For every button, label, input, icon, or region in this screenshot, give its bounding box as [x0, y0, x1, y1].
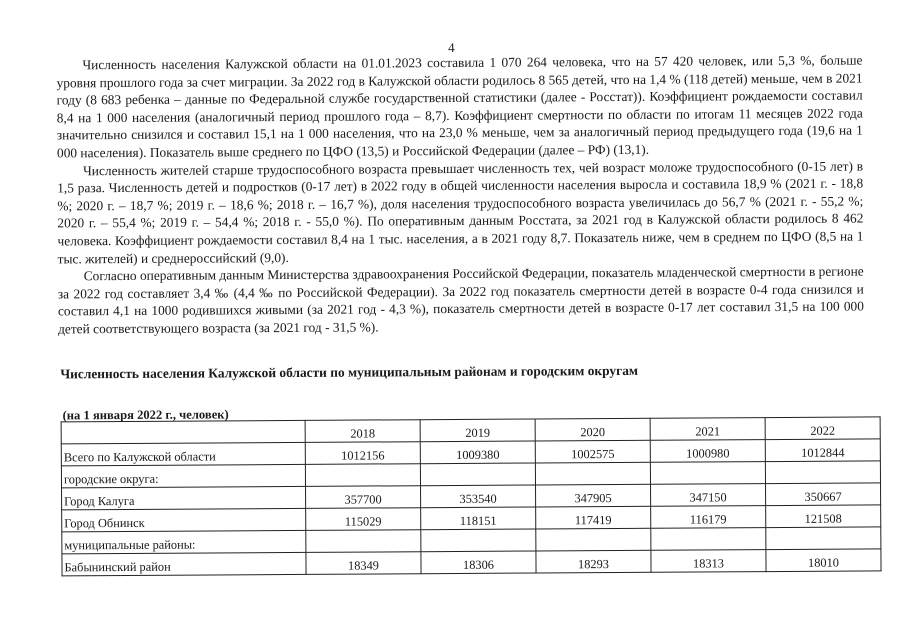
table-cell: 347905	[536, 484, 651, 507]
table-cell: 1009380	[420, 441, 535, 464]
table-cell	[306, 530, 421, 553]
table-cell: 347150	[651, 484, 766, 507]
table-title: Численность населения Калужской области по муниципальным районам и городским округам	[60, 362, 639, 382]
table-header-cell	[61, 420, 305, 443]
table-cell: 357700	[306, 486, 421, 509]
table-cell: 350667	[766, 483, 881, 506]
body-text	[56, 51, 864, 337]
table-cell: 1012844	[765, 439, 880, 462]
table-cell-name: муниципальные районы:	[62, 530, 306, 553]
table-cell: 353540	[421, 485, 536, 508]
table-cell	[650, 462, 765, 485]
table-header-cell: 2022	[765, 417, 880, 440]
table-cell	[535, 462, 650, 485]
table-cell	[651, 528, 766, 551]
table-cell: 116179	[651, 506, 766, 529]
table-header-cell: 2018	[305, 420, 420, 443]
table-cell: 18306	[421, 551, 536, 574]
table-row	[62, 549, 881, 576]
table-cell: 117419	[536, 506, 651, 529]
population-table	[61, 416, 882, 576]
table-header-cell: 2021	[650, 418, 765, 441]
table-cell-name: Всего по Калужской области	[61, 442, 305, 465]
table-cell	[765, 461, 880, 484]
table-cell-name: Город Обнинск	[62, 508, 306, 531]
table-cell	[766, 527, 881, 550]
table-cell: 1012156	[305, 442, 420, 465]
table-cell	[305, 464, 420, 487]
table-note: (на 1 января 2022 г., человек)	[62, 407, 229, 423]
table-cell: 1000980	[650, 440, 765, 463]
table-cell	[536, 528, 651, 551]
table-cell: 18010	[766, 549, 881, 572]
table-header-cell: 2020	[535, 418, 650, 441]
table-cell-name: городские округа:	[61, 464, 305, 487]
table-cell: 18313	[651, 550, 766, 573]
table-header-cell: 2019	[420, 419, 535, 442]
paragraph: Согласно оперативным данным Министерства здравоохранения Российской Федерации, показатель младенческой смертности в регионе за 2022 год составляет 3,4 ‰ (4,4 ‰ по Российской Федерации). За 2022 год показатель смертности детей в возрасте 0-4 года снизился и составил 4,1 на 1000 родившихся живыми (за 2021 год - 4,3 %), показатель смертности детей в возрасте 0-17 лет составил 31,5 на 100 000 детей соответствующего возраста (за 2021 год - 31,5 %).	[57, 263, 864, 337]
table-cell	[420, 463, 535, 486]
table-cell-name: Бабынинский район	[62, 552, 306, 575]
page-number: 4	[448, 39, 455, 56]
table-cell: 118151	[421, 507, 536, 530]
table-cell: 18293	[536, 550, 651, 573]
table-cell: 115029	[306, 508, 421, 531]
paragraph: Численность населения Калужской области на 01.01.2023 составила 1 070 264 человека, что на 57 420 человек, или 5,3 %, больше уровня прошлого года за счет миграции. За 2022 год в Калужской области родилось 8 565 детей, что на 1,4 % (118 детей) меньше, чем в 2021 году (8 683 ребенка – данные по Федеральной службе государственной статистики (далее - Росстат)). Коэффициент рождаемости составил 8,4 на 1 000 населения (аналогичный период прошлого года – 8,7). Коэффициент смертности по области по итогам 11 месяцев 2022 года значительно снизился и составил 15,1 на 1 000 населения, что на 23,0 % меньше, чем за аналогичный период предыдущего года (19,6 на 1 000 населения). Показатель выше среднего по ЦФО (13,5) и Российской Федерации (далее – РФ) (13,1).	[56, 52, 863, 161]
table-cell: 1002575	[535, 440, 650, 463]
table-cell: 18349	[306, 552, 421, 575]
paragraph: Численность жителей старше трудоспособного возраста превышает численность тех, чей возраст моложе трудоспособного (0-15 лет) в 1,5 раза. Численность детей и подростков (0-17 лет) в 2022 году в общей численности населения выросла и составила 18,9 % (2021 г. - 18,8 %; 2020 г. – 18,7 %; 2019 г. – 18,6 %; 2018 г. – 16,7 %), доля населения трудоспособного возраста увеличилась до 56,7 % (2021 г. - 55,2 %; 2020 г. – 55,4 %; 2019 г. – 54,4 %; 2018 г. - 55,0 %). По оперативным данным Росстата, за 2021 год в Калужской области родилось 8 462 человека. Коэффициент рождаемости составил 8,4 на 1 тыс. населения, а в 2021 году 8,7. Показатель ниже, чем в среднем по ЦФО (8,5 на 1 тыс. жителей) и среднероссийский (9,0).	[57, 158, 864, 266]
table-cell: 121508	[766, 505, 881, 528]
table-cell	[421, 529, 536, 552]
table-cell-name: Город Калуга	[62, 486, 306, 509]
